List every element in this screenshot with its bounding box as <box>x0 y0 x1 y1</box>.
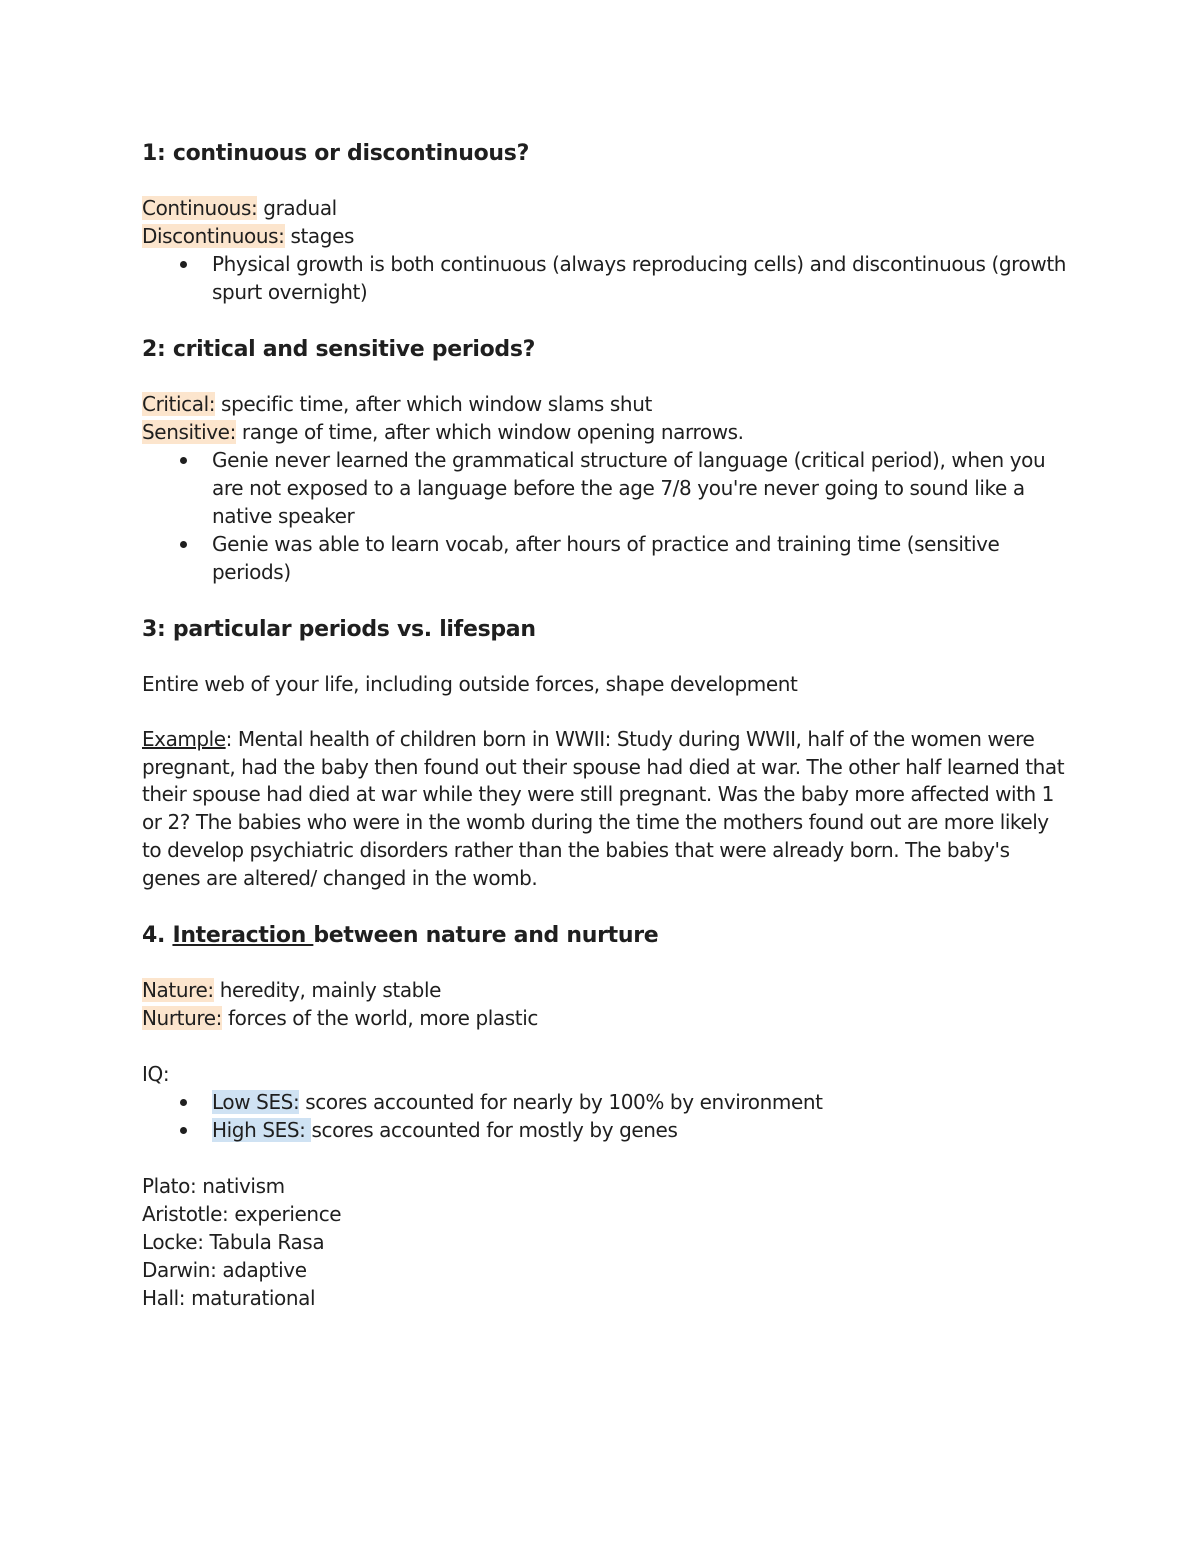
section-1-bullets <box>142 250 1072 306</box>
iq-label: IQ: <box>142 1062 170 1087</box>
nature-definition <box>142 976 1072 1004</box>
critical-term: Critical: <box>142 392 216 416</box>
low-ses-term: Low SES: <box>212 1090 300 1115</box>
bullet-icon <box>180 1099 187 1106</box>
continuous-def: gradual <box>257 196 337 220</box>
discontinuous-term: Discontinuous: <box>142 224 285 248</box>
nature-term: Nature: <box>142 978 214 1003</box>
philosopher-item: Aristotle: experience <box>142 1202 342 1227</box>
critical-def: specific time, after which window slams shut <box>215 392 652 416</box>
list-item: Physical growth is both continuous (always reproducing cells) and discontinuous (growth spurt overnight) <box>142 250 1072 306</box>
philosopher-item: Darwin: adaptive <box>142 1258 307 1283</box>
discontinuous-def: stages <box>284 224 355 248</box>
philosopher-item: Locke: Tabula Rasa <box>142 1230 325 1255</box>
document-page <box>142 138 1072 1312</box>
example-text: : Mental health of children born in WWII: Study during WWII, half of the women were pregnant, had the baby then found out their spouse had died at war. The other half learned that their spouse had died at war while they were still pregnant. Was the baby more affected with 1 or 2? The babies who were in the womb during the time the mothers found out are more likely to develop psychiatric disorders rather than the babies that were already born. The baby's genes are altered/ changed in the womb. <box>142 727 1065 890</box>
philosopher-item: Plato: nativism <box>142 1174 285 1199</box>
list-item: Genie was able to learn vocab, after hours of practice and training time (sensitive periods) <box>142 530 1072 586</box>
sensitive-term: Sensitive: <box>142 420 236 444</box>
section-3-intro: Entire web of your life, including outside forces, shape development <box>142 672 798 696</box>
interaction-underlined: Interaction <box>172 923 314 949</box>
bullet-icon <box>180 457 187 464</box>
example-label: Example <box>142 727 226 751</box>
sensitive-definition <box>142 418 1072 446</box>
bullet-icon <box>180 261 187 268</box>
continuous-definition <box>142 194 1072 222</box>
nurture-def: forces of the world, more plastic <box>222 1006 538 1031</box>
list-item: Genie never learned the grammatical structure of language (critical period), when you are not exposed to a language before the age 7/8 you're never going to sound like a native speaker <box>142 446 1072 530</box>
discontinuous-definition <box>142 222 1072 250</box>
nurture-term: Nurture: <box>142 1006 223 1031</box>
continuous-term: Continuous: <box>142 196 258 220</box>
sensitive-def: range of time, after which window opening narrows. <box>235 420 744 444</box>
high-ses-term: High SES: <box>212 1118 312 1143</box>
nature-def: heredity, mainly stable <box>213 978 442 1003</box>
list-item: High SES: scores accounted for mostly by genes <box>142 1116 1072 1144</box>
nurture-definition <box>142 1004 1072 1032</box>
section-3-heading: 3: particular periods vs. lifespan <box>142 617 536 642</box>
section-4-heading: 4. Interaction between nature and nurture <box>142 923 659 949</box>
section-1-heading: 1: continuous or discontinuous? <box>142 141 530 166</box>
section-2-heading: 2: critical and sensitive periods? <box>142 337 536 362</box>
philosophers-list <box>142 1172 1072 1312</box>
section-3-example <box>142 726 1072 892</box>
section-2-bullets <box>142 446 1072 586</box>
list-item: Low SES: scores accounted for nearly by 100% by environment <box>142 1088 1072 1116</box>
bullet-icon <box>180 1127 187 1134</box>
iq-bullets <box>142 1088 1072 1144</box>
critical-definition <box>142 390 1072 418</box>
bullet-icon <box>180 541 187 548</box>
philosopher-item: Hall: maturational <box>142 1286 316 1311</box>
